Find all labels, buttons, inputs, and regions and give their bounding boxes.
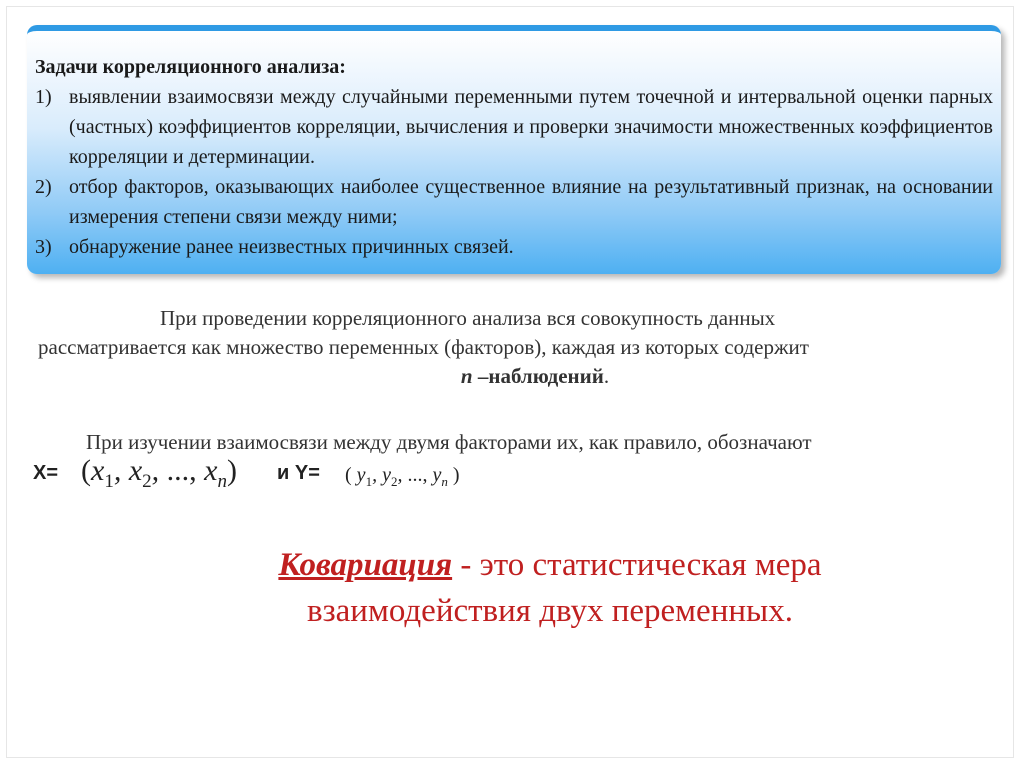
definition-line1: - это статистическая мера bbox=[452, 547, 822, 583]
task-text: обнаружение ранее неизвестных причинных связей. bbox=[69, 236, 514, 258]
n-variable: n bbox=[460, 364, 473, 388]
covariance-term: Ковариация bbox=[278, 547, 453, 583]
task-item-2 bbox=[35, 172, 993, 232]
two-factors-paragraph: При изучении взаимосвязи между двумя факторами их, как правило, обозначают bbox=[86, 430, 812, 454]
task-number: 2) bbox=[35, 176, 52, 198]
tasks-title: Задачи корреляционного анализа: bbox=[35, 56, 346, 78]
covariance-definition bbox=[150, 542, 950, 634]
task-text: выявлении взаимосвязи между случайными переменными путем точечной и интервальной оценки парных (частных) коэффициентов корреляции, вычисления и проверки значимости множественных коэффициентов корреляции и детерминации. bbox=[69, 86, 993, 168]
y-vector: ( $y_1$, $y_2$, ..., $y_n$ ) bbox=[345, 464, 460, 489]
observations-text: –наблюдений bbox=[472, 364, 604, 388]
variables-formula bbox=[33, 456, 533, 500]
task-text: отбор факторов, оказывающих наиболее существенное влияние на результативный признак, на основании измерения степени связи между ними; bbox=[69, 176, 993, 228]
tasks-box bbox=[27, 25, 1001, 274]
y-label: и Y= bbox=[277, 462, 320, 484]
paragraph1-line3 bbox=[38, 362, 998, 391]
x-label: X= bbox=[33, 462, 59, 484]
paragraph1-line1: При проведении корреляционного анализа вся совокупность данных bbox=[160, 306, 776, 330]
task-item-1 bbox=[35, 82, 993, 172]
correlation-data-paragraph bbox=[38, 304, 998, 391]
task-number: 3) bbox=[35, 236, 52, 258]
task-item-3 bbox=[35, 232, 993, 262]
definition-line2: взаимодействия двух переменных. bbox=[307, 593, 793, 629]
paragraph1-line2: рассматривается как множество переменных (факторов), каждая из которых содержит bbox=[38, 335, 809, 359]
x-vector: ($x_1$, $x_2$, ..., $x_n$) bbox=[81, 454, 237, 492]
task-number: 1) bbox=[35, 86, 52, 108]
tasks-content bbox=[35, 52, 993, 262]
period: . bbox=[603, 364, 610, 388]
